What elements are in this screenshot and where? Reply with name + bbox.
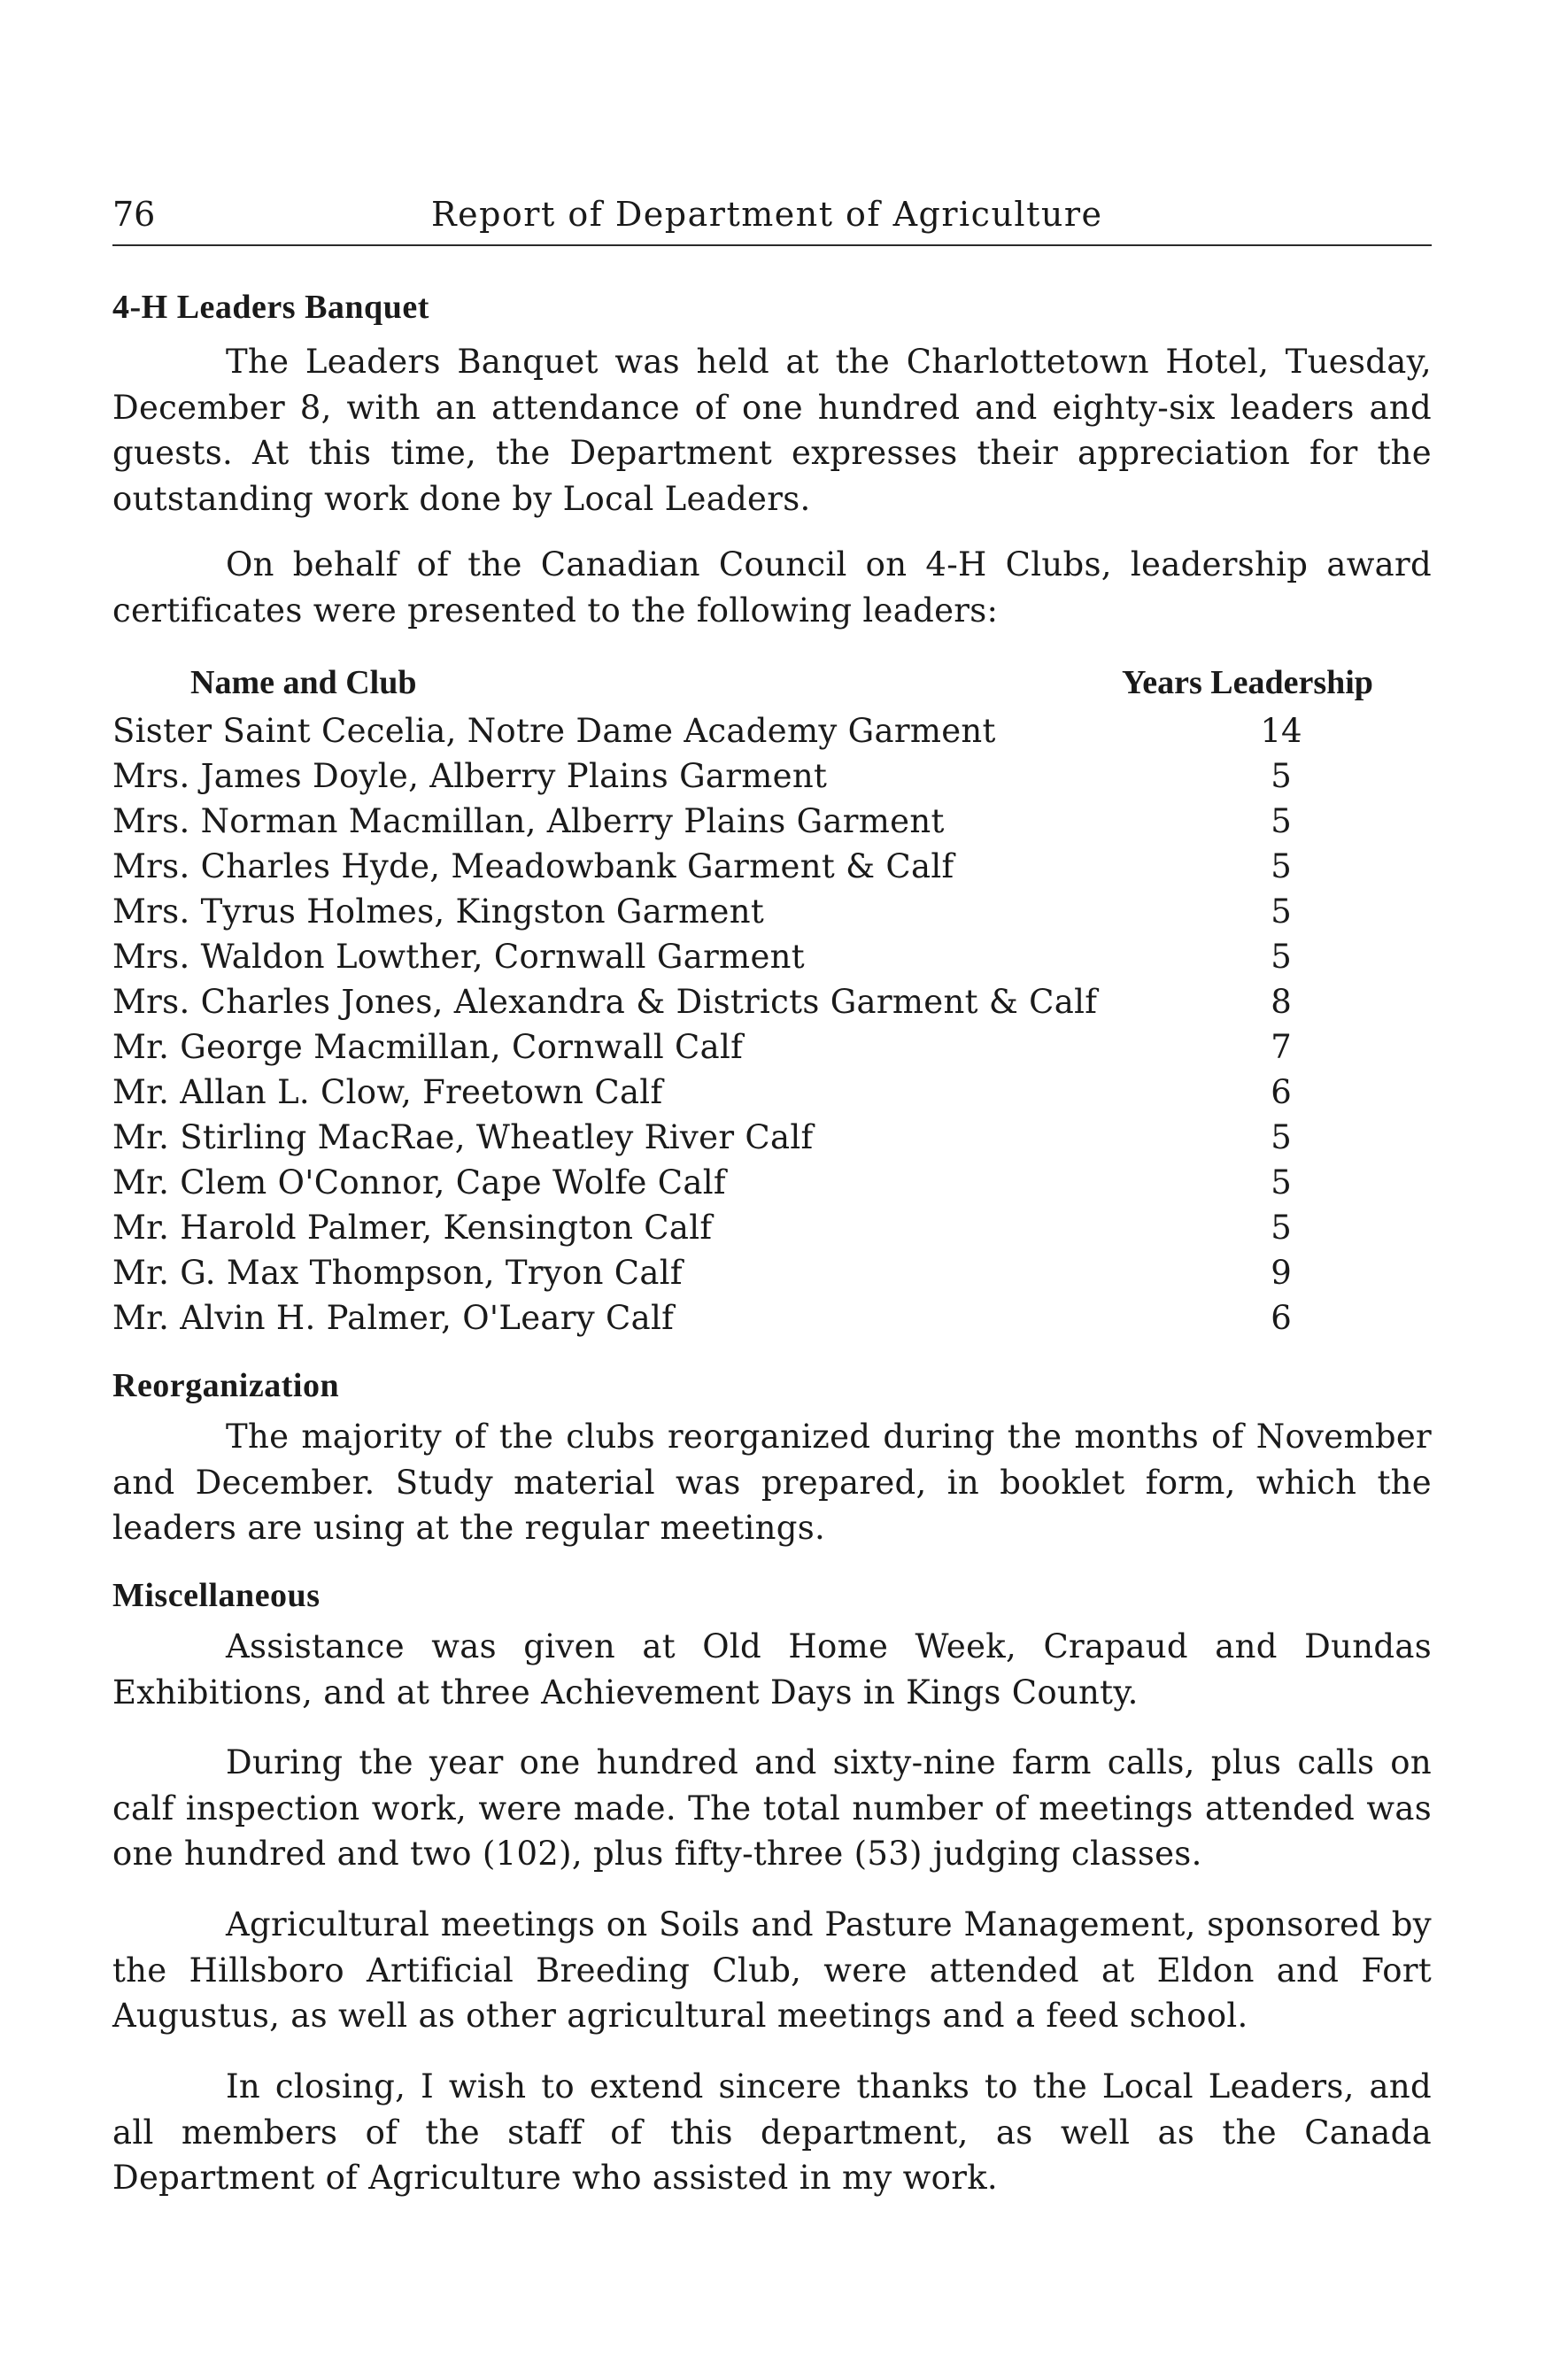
leader-name: Mrs. Charles Hyde, Meadowbank Garment & Calf — [112, 847, 954, 885]
banquet-paragraph-2: On behalf of the Canadian Council on 4-H Clubs, leadership award certificates were presented to the following leaders: — [112, 545, 1432, 630]
leader-years: 6 — [1271, 1073, 1292, 1111]
table-row — [112, 1250, 1441, 1295]
table-row — [112, 1295, 1441, 1341]
section-heading-banquet: 4-H Leaders Banquet — [112, 289, 429, 326]
leader-years: 6 — [1271, 1299, 1292, 1337]
leader-name: Mrs. Norman Macmillan, Alberry Plains Garment — [112, 802, 945, 840]
leader-name: Mr. Allan L. Clow, Freetown Calf — [112, 1073, 663, 1111]
leader-name: Mr. Harold Palmer, Kensington Calf — [112, 1209, 713, 1247]
column-header-years: Years Leadership — [1122, 664, 1373, 701]
leader-years: 5 — [1271, 938, 1292, 976]
section-heading-reorganization: Reorganization — [112, 1367, 340, 1404]
leader-years: 14 — [1260, 712, 1302, 750]
running-title: Report of Department of Agriculture — [431, 195, 1103, 234]
section-heading-miscellaneous: Miscellaneous — [112, 1577, 321, 1614]
leader-name: Mr. Clem O'Connor, Cape Wolfe Calf — [112, 1163, 726, 1202]
table-row — [112, 1205, 1441, 1250]
table-row — [112, 844, 1441, 889]
table-row — [112, 1160, 1441, 1205]
table-row — [112, 1024, 1441, 1070]
leader-years: 5 — [1271, 757, 1292, 795]
leader-name: Mrs. Waldon Lowther, Cornwall Garment — [112, 938, 805, 976]
banquet-paragraph-1: The Leaders Banquet was held at the Charlottetown Hotel, Tuesday, December 8, with an attendance of one hundred and eighty-six leaders and guests. At this time, the Department expresses their appreciation for the outstanding work done by Local Leaders. — [112, 343, 1432, 518]
leader-years: 5 — [1271, 1118, 1292, 1156]
leader-name: Mr. G. Max Thompson, Tryon Calf — [112, 1254, 683, 1292]
leader-years: 7 — [1271, 1028, 1292, 1066]
miscellaneous-paragraph-1: Assistance was given at Old Home Week, Crapaud and Dundas Exhibitions, and at three Achievement Days in Kings County. — [112, 1627, 1432, 1712]
table-row — [112, 1115, 1441, 1160]
leader-name: Mr. Stirling MacRae, Wheatley River Calf — [112, 1118, 814, 1156]
miscellaneous-paragraph-3: Agricultural meetings on Soils and Pasture Management, sponsored by the Hillsboro Artificial Breeding Club, were attended at Eldon and Fort Augustus, as well as other agricultural meetings and a feed school. — [112, 1905, 1432, 2035]
leader-name: Mrs. Charles Jones, Alexandra & Districts Garment & Calf — [112, 983, 1098, 1021]
leader-years: 5 — [1271, 802, 1292, 840]
table-row — [112, 799, 1441, 844]
reorganization-paragraph: The majority of the clubs reorganized during the months of November and December. Study material was prepared, in booklet form, which the leaders are using at the regular meetings. — [112, 1418, 1432, 1547]
leader-name: Mrs. Tyrus Holmes, Kingston Garment — [112, 892, 764, 931]
column-header-name: Name and Club — [190, 664, 417, 701]
leaders-table — [112, 708, 1441, 1341]
leader-years: 8 — [1271, 983, 1292, 1021]
leader-name: Sister Saint Cecelia, Notre Dame Academy Garment — [112, 712, 996, 750]
table-row — [112, 934, 1441, 979]
miscellaneous-paragraph-2: During the year one hundred and sixty-nine farm calls, plus calls on calf inspection work, were made. The total number of meetings attended was one hundred and two (102), plus fifty-three (53) judging classes. — [112, 1743, 1432, 1873]
table-row — [112, 979, 1441, 1024]
header-rule — [112, 244, 1432, 246]
page-number: 76 — [112, 195, 156, 234]
table-row — [112, 708, 1441, 753]
leader-name: Mr. George Macmillan, Cornwall Calf — [112, 1028, 744, 1066]
leader-name: Mr. Alvin H. Palmer, O'Leary Calf — [112, 1299, 675, 1337]
leader-years: 5 — [1271, 1163, 1292, 1202]
table-row — [112, 753, 1441, 799]
leader-years: 5 — [1271, 847, 1292, 885]
leader-name: Mrs. James Doyle, Alberry Plains Garment — [112, 757, 828, 795]
table-row — [112, 889, 1441, 934]
leaders-table-header — [112, 660, 1441, 706]
leader-years: 5 — [1271, 1209, 1292, 1247]
leader-years: 5 — [1271, 892, 1292, 931]
miscellaneous-paragraph-4: In closing, I wish to extend sincere thanks to the Local Leaders, and all members of the staff of this department, as well as the Canada Department of Agriculture who assisted in my work. — [112, 2067, 1432, 2197]
table-row — [112, 1070, 1441, 1115]
leader-years: 9 — [1271, 1254, 1292, 1292]
running-header — [112, 188, 1441, 241]
